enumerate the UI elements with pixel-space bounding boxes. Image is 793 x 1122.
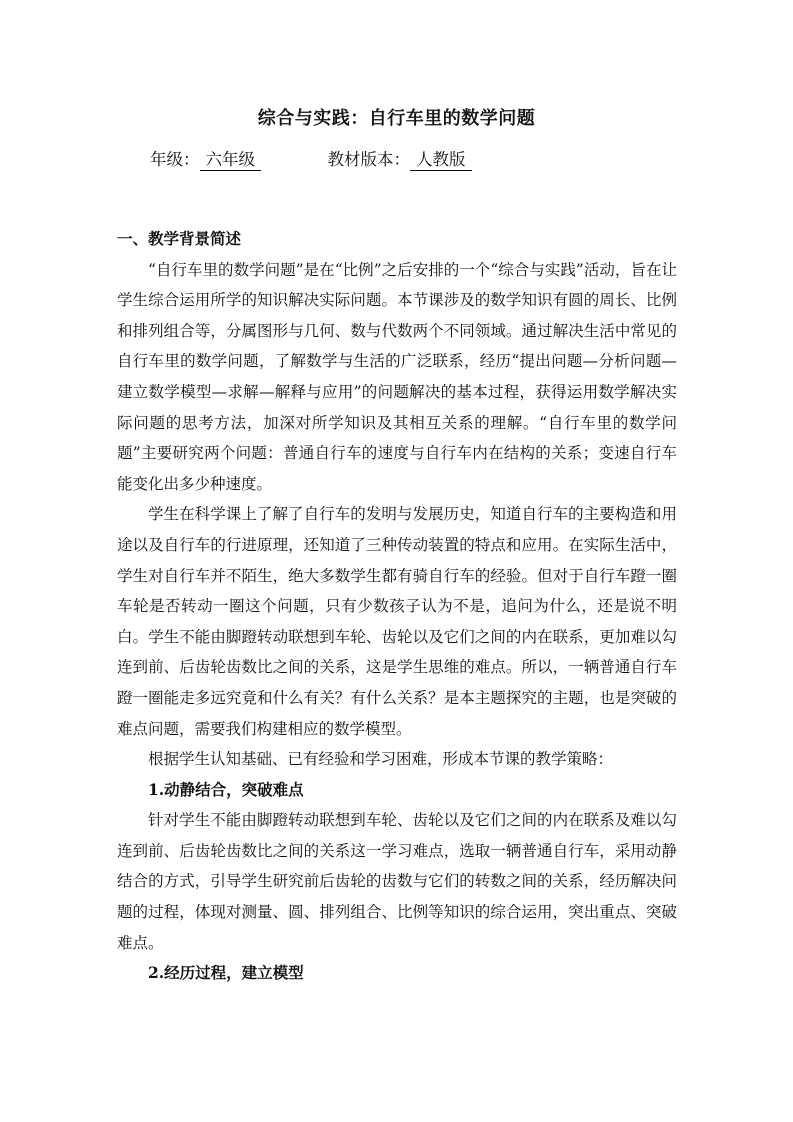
subsection-heading-2: 2.经历过程，建立模型	[148, 963, 304, 983]
grade-value: 六年级	[200, 150, 262, 171]
paragraph-intro: “自行车里的数学问题”是在“比例”之后安排的一个“综合与实践”活动，旨在让学生综合运用所学的知识解决实际问题。本节课涉及的数学知识有圆的周长、比例和排列组合等，分属图形与几何、数与代数两个不同领域。通过解决生活中常见的自行车里的数学问题，了解数学与生活的广泛联系，经历“提出问题—分析问题—建立数学模型—求解—解释与应用”的问题解决的基本过程，获得运用数学解决实际问题的思考方法，加深对所学知识及其相互关系的理解。“自行车里的数学问题”主要研究两个问题：普通自行车的速度与自行车内在结构的关系；变速自行车能变化出多少种速度。	[117, 260, 677, 493]
grade-label: 年级：	[150, 150, 200, 169]
edition-value: 人教版	[410, 150, 472, 171]
paragraph-strategy: 根据学生认知基础、已有经验和学习困难，形成本节课的教学策略：	[148, 750, 614, 769]
edition-label: 教材版本：	[327, 150, 410, 169]
paragraph-subsection-1: 针对学生不能由脚蹬转动联想到车轮、齿轮以及它们之间的内在联系及难以勾连到前、后齿轮齿数比之间的关系这一学习难点，选取一辆普通自行车，采用动静结合的方式，引导学生研究前后齿轮的齿数与它们的转数之间的关系，经历解决问题的过程，体现对测量、圆、排列组合、比例等知识的综合运用，突出重点、突破难点。	[117, 811, 677, 952]
paragraph-students: 学生在科学课上了解了自行车的发明与发展历史，知道自行车的主要构造和用途以及自行车的行进原理，还知道了三种传动装置的特点和应用。在实际生活中，学生对自行车并不陌生，绝大多数学生都有骑自行车的经验。但对于自行车蹬一圈车轮是否转动一圈这个问题，只有少数孩子认为不是，追问为什么，还是说不明白。学生不能由脚蹬转动联想到车轮、齿轮以及它们之间的内在联系，更加难以勾连到前、后齿轮齿数比之间的关系，这是学生思维的难点。所以，一辆普通自行车蹬一圈能走多远究竟和什么有关？有什么关系？是本主题探究的主题，也是突破的难点问题，需要我们构建相应的数学模型。	[117, 505, 677, 738]
subsection-heading-1: 1.动静结合，突破难点	[148, 779, 304, 799]
section-heading-background: 一、教学背景简述	[117, 229, 242, 248]
document-body	[117, 224, 677, 989]
document-title: 综合与实践：自行车里的数学问题	[257, 108, 536, 129]
document-meta	[150, 146, 472, 171]
